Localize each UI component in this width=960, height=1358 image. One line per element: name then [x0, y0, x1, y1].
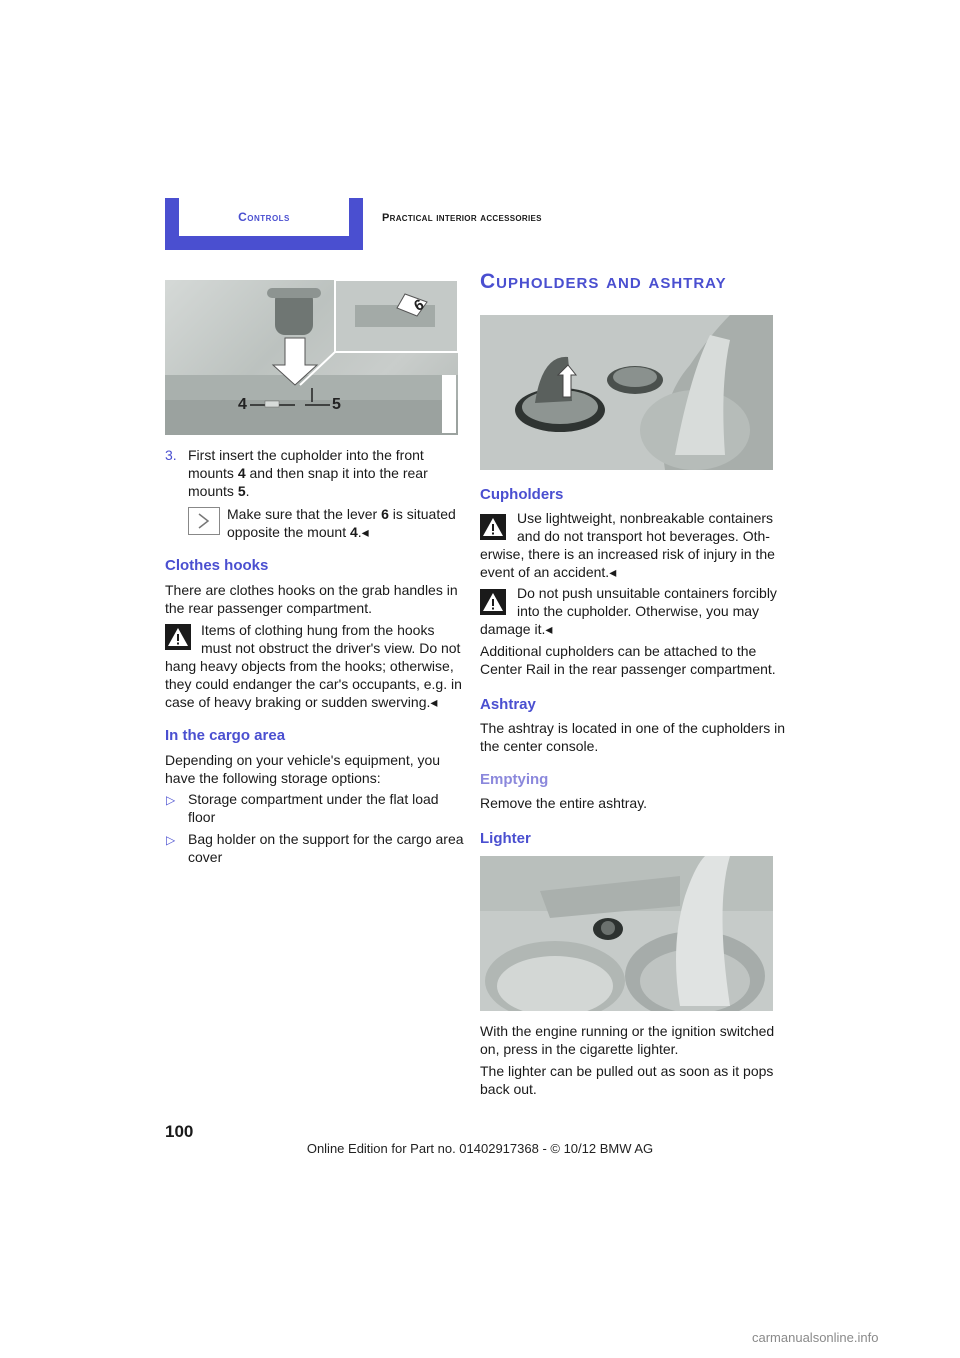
warning-text-line: damage it.◂	[480, 621, 553, 637]
figure-label-5: 5	[332, 396, 341, 413]
watermark: carmanualsonline.info	[752, 1330, 879, 1345]
warning-text-line: must not obstruct the driver's view. Do not	[201, 640, 461, 656]
warning-text-line: they could endanger the car's occupants, e.g. in	[165, 676, 462, 692]
paragraph-line: Center Rail in the rear passenger compartment.	[480, 661, 776, 677]
warning-text-line: Use lightweight, nonbreakable containers	[517, 510, 774, 526]
note-text-line: opposite the mount 4.◂	[227, 524, 369, 540]
paragraph-line: on, press in the cigarette lighter.	[480, 1041, 679, 1057]
list-item-line: Bag holder on the support for the cargo area	[188, 831, 464, 847]
clothes-hooks-heading: Clothes hooks	[165, 557, 269, 574]
page-number: 100	[165, 1122, 194, 1141]
warning-text-line: case of heavy braking or sudden swerving.◂	[165, 694, 438, 710]
paragraph-line: Depending on your vehicle's equipment, you	[165, 752, 441, 768]
step-text-line: First insert the cupholder into the front	[188, 447, 424, 463]
paragraph-line: The ashtray is located in one of the cupholders in	[480, 720, 786, 736]
list-bullet: ▷	[166, 793, 176, 807]
figure-label-4: 4	[238, 396, 247, 413]
list-item-line: floor	[188, 809, 216, 825]
header-section-title: Practical interior accessories	[382, 212, 542, 224]
step-text-line: mounts 5.	[188, 483, 250, 499]
note-text-line: Make sure that the lever 6 is situated	[227, 506, 456, 522]
footer-edition-text: Online Edition for Part no. 01402917368 - © 10/12 BMW AG	[306, 1141, 654, 1156]
list-item-line: Storage compartment under the flat load	[188, 791, 439, 807]
header-tab-label: Controls	[179, 198, 349, 236]
warning-text-line: Items of clothing hung from the hooks	[201, 622, 435, 638]
warning-icon	[480, 514, 506, 540]
warning-icon	[165, 624, 191, 650]
step-number: 3.	[165, 447, 177, 463]
paragraph-line: the rear passenger compartment.	[165, 600, 372, 616]
lighter-heading: Lighter	[480, 830, 531, 847]
list-bullet: ▷	[166, 833, 176, 847]
lighter-photo	[480, 856, 773, 1011]
cargo-area-heading: In the cargo area	[165, 727, 286, 744]
paragraph-line: Additional cupholders can be attached to the	[480, 643, 757, 659]
paragraph-line: have the following storage options:	[165, 770, 381, 786]
paragraph-line: Remove the entire ashtray.	[480, 795, 648, 811]
paragraph-line: With the engine running or the ignition switched	[480, 1023, 775, 1039]
warning-text-line: Do not push unsuitable containers forcibly	[517, 585, 777, 601]
step-text-line: mounts 4 and then snap it into the rear	[188, 465, 428, 481]
cupholders-heading: Cupholders	[480, 486, 564, 503]
warning-icon	[480, 589, 506, 615]
list-item-line: cover	[188, 849, 223, 865]
warning-text-line: hang heavy objects from the hooks; otherwise,	[165, 658, 454, 674]
ashtray-heading: Ashtray	[480, 696, 536, 713]
emptying-heading: Emptying	[480, 771, 549, 788]
paragraph-line: back out.	[480, 1081, 537, 1097]
paragraph-line: There are clothes hooks on the grab handles in	[165, 582, 458, 598]
ashtray-photo	[480, 315, 773, 470]
warning-text-line: event of an accident.◂	[480, 564, 617, 580]
paragraph-line: the center console.	[480, 738, 599, 754]
figure-label-6: 6	[411, 296, 428, 315]
paragraph-line: The lighter can be pulled out as soon as it pops	[480, 1063, 774, 1079]
warning-text-line: erwise, there is an increased risk of injury in the	[480, 546, 775, 562]
section-title: Cupholders and ashtray	[480, 270, 727, 293]
warning-text-line: into the cupholder. Otherwise, you may	[517, 603, 760, 619]
warning-text-line: and do not transport hot beverages. Oth-	[517, 528, 770, 544]
note-icon	[188, 507, 220, 535]
